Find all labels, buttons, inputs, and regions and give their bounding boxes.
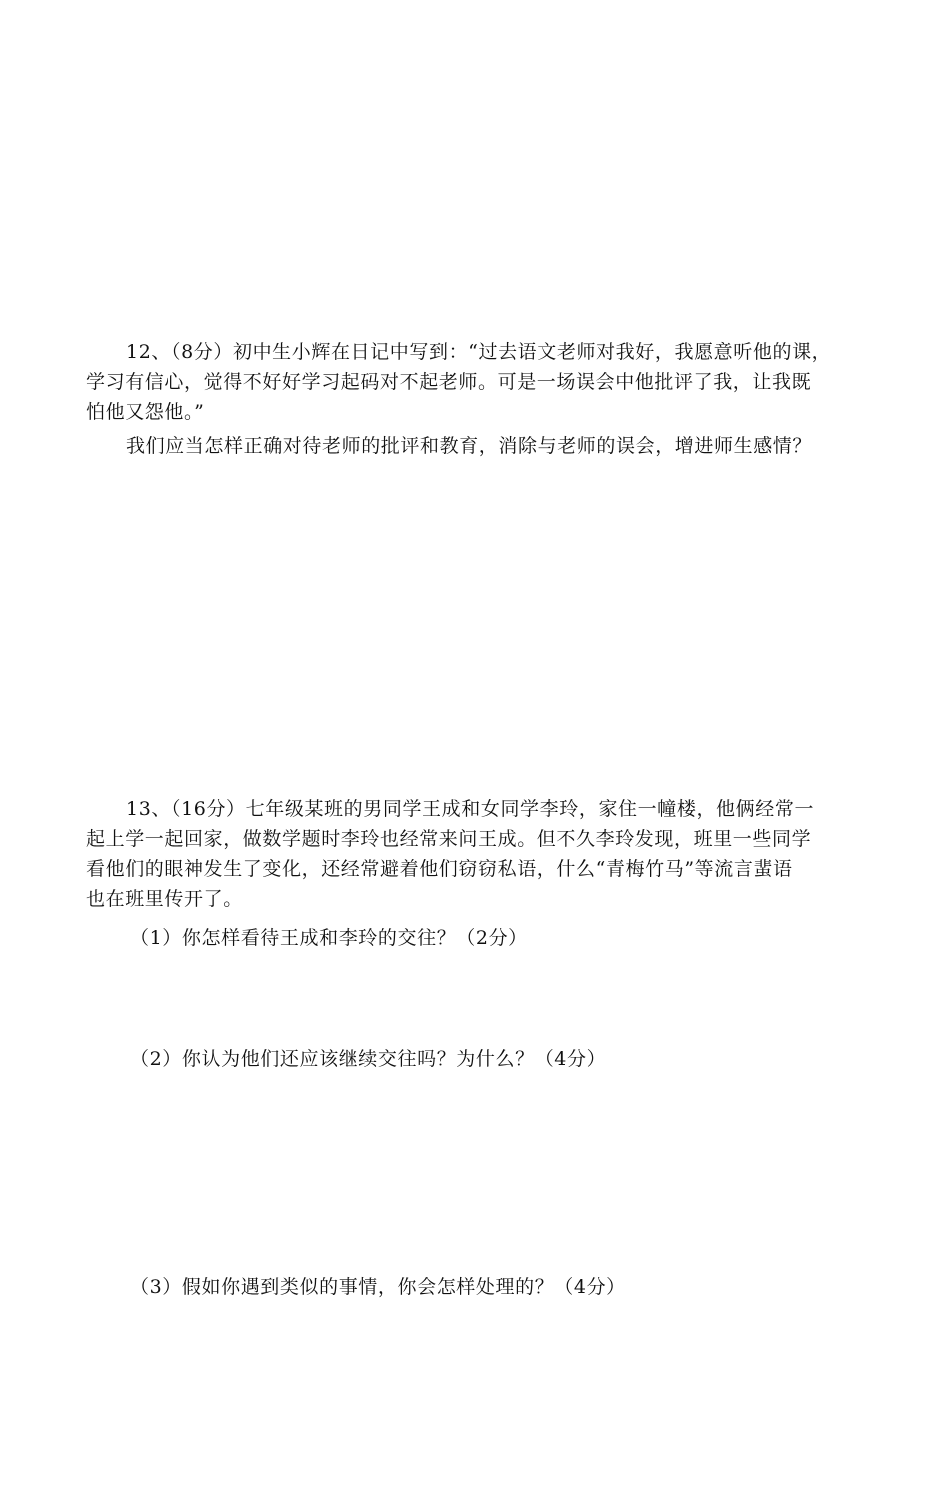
question-13-line-2: 起上学一起回家，做数学题时李玲也经常来问王成。但不久李玲发现，班里一些同学 xyxy=(86,828,812,850)
question-13-line-1: 13、（16分）七年级某班的男同学王成和女同学李玲，家住一幢楼，他俩经常一 xyxy=(126,798,815,820)
question-13-sub-1: （1）你怎样看待王成和李玲的交往？（2分） xyxy=(130,927,528,949)
question-13-sub-2: （2）你认为他们还应该继续交往吗？为什么？（4分） xyxy=(130,1048,607,1070)
question-13 xyxy=(86,794,876,914)
question-13-line-4: 也在班里传开了。 xyxy=(86,888,243,910)
question-12-line-3: 怕他又怨他。” xyxy=(86,401,205,423)
question-12 xyxy=(86,337,876,427)
question-13-sub-3: （3）假如你遇到类似的事情，你会怎样处理的？（4分） xyxy=(130,1276,626,1298)
question-12-line-1: 12、（8分）初中生小辉在日记中写到：“过去语文老师对我好，我愿意听他的课， xyxy=(126,341,832,363)
question-12-prompt xyxy=(86,431,876,461)
question-12-prompt-text: 我们应当怎样正确对待老师的批评和教育，消除与老师的误会，增进师生感情？ xyxy=(126,435,813,457)
question-12-line-2: 学习有信心，觉得不好好学习起码对不起老师。可是一场误会中他批评了我，让我既 xyxy=(86,371,812,393)
question-13-line-3: 看他们的眼神发生了变化，还经常避着他们窃窃私语，什么“青梅竹马”等流言蜚语 xyxy=(86,858,793,880)
